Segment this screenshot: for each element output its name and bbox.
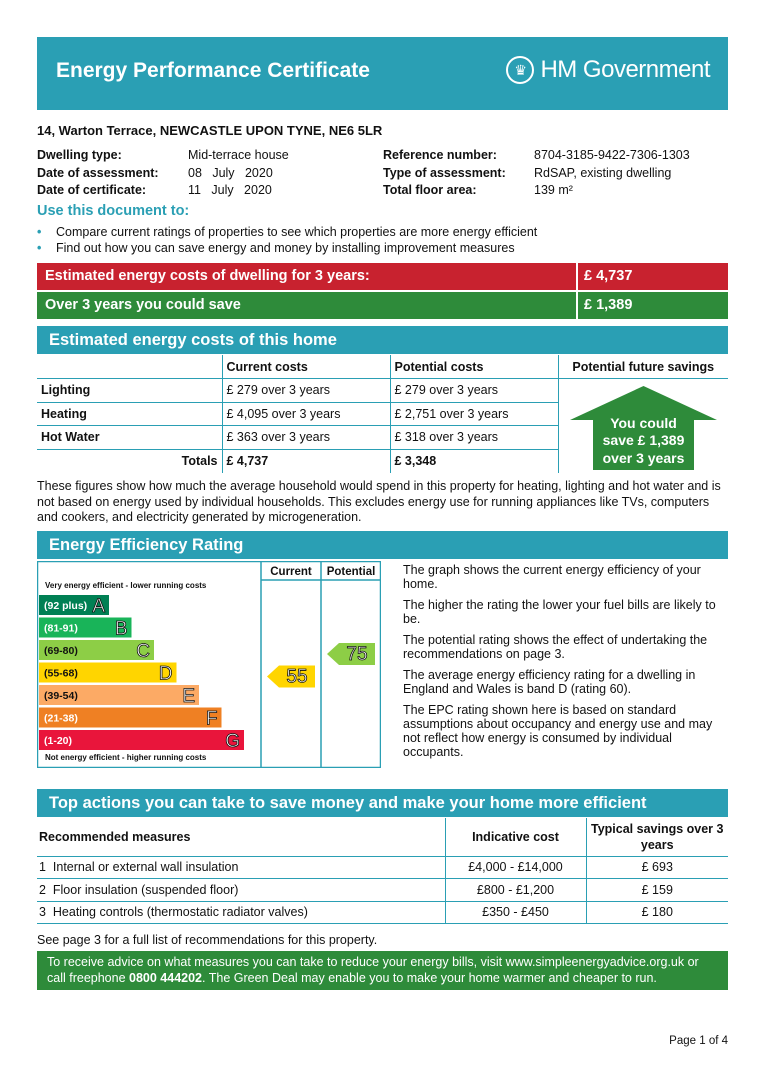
see-page-note: See page 3 for a full list of recommendations for this property. <box>37 933 378 947</box>
hm-government-text: HM Government <box>540 56 710 83</box>
total-current: £ 4,737 <box>222 449 390 473</box>
current-column-header: Current <box>270 566 312 578</box>
list-item <box>37 224 537 240</box>
table-header: Indicative cost <box>445 818 586 856</box>
info-row <box>383 182 690 200</box>
header-banner <box>37 37 728 110</box>
crown-crest-icon: ♛ <box>506 56 534 84</box>
table-header: Potential future savings <box>558 355 728 379</box>
band-range-label: (1-20) <box>44 735 73 747</box>
indicative-cost: £4,000 - £14,000 <box>445 856 586 879</box>
band-letter: A <box>92 596 105 617</box>
band-letter: F <box>205 708 218 730</box>
band-letter: D <box>158 663 173 685</box>
dwelling-info <box>37 147 289 200</box>
could-save-bar <box>37 292 728 319</box>
potential-cost: £ 279 over 3 years <box>390 379 558 403</box>
potential-cost: £ 318 over 3 years <box>390 426 558 450</box>
band-range-label: (21-38) <box>44 712 78 725</box>
info-row <box>37 147 289 165</box>
advice-text: . The Green Deal may enable you to make your home warmer and cheaper to run. <box>202 970 657 985</box>
current-cost: £ 279 over 3 years <box>222 379 390 403</box>
freephone-number: 0800 444202 <box>129 970 203 985</box>
info-row <box>383 165 690 183</box>
band-range-label: (39-54) <box>44 690 78 702</box>
info-label: Total floor area: <box>383 183 477 197</box>
total-potential: £ 3,348 <box>390 449 558 473</box>
info-value: RdSAP, existing dwelling <box>534 165 672 180</box>
typical-saving: £ 180 <box>586 901 728 924</box>
table-header-row <box>37 818 728 856</box>
band-letter: C <box>136 641 150 662</box>
actions-section-heading: Top actions you can take to save money and make your home more efficient <box>37 789 728 817</box>
measure: 3 Heating controls (thermostatic radiator valves) <box>37 901 445 924</box>
info-value: 08 July 2020 <box>188 165 273 180</box>
savings-arrow-line: save £ 1,389 <box>602 432 685 448</box>
info-label: Date of assessment: <box>37 165 159 180</box>
bullet-icon: • <box>37 225 42 239</box>
info-value: 139 m² <box>534 183 573 197</box>
potential-column-header: Potential <box>326 566 376 578</box>
table-row <box>37 901 728 924</box>
info-value: 8704-3185-9422-7306-1303 <box>534 148 690 162</box>
current-cost: £ 4,095 over 3 years <box>222 402 390 426</box>
eer-paragraph: The average energy efficiency rating for a dwelling in England and Wales is band D (rating 60). <box>403 668 696 696</box>
top-efficiency-label: Very energy efficient - lower running costs <box>45 581 207 590</box>
table-row <box>37 856 728 879</box>
info-label: Type of assessment: <box>383 165 506 180</box>
potential-rating-value: 75 <box>346 644 368 665</box>
page-title: Energy Performance Certificate <box>56 59 370 82</box>
eer-paragraph: The potential rating shows the effect of undertaking the recommendations on page 3. <box>403 633 708 661</box>
property-address: 14, Warton Terrace, NEWCASTLE UPON TYNE, NE6 5LR <box>37 123 383 138</box>
could-save-label: Over 3 years you could save <box>37 292 578 319</box>
typical-saving: £ 693 <box>586 856 728 879</box>
table-header: Typical savings over 3 years <box>586 818 728 856</box>
band-letter: E <box>182 686 195 707</box>
measure: 1 Internal or external wall insulation <box>37 856 445 879</box>
table-header: Recommended measures <box>37 818 445 856</box>
recommended-measures-table <box>37 818 728 924</box>
use-document-heading: Use this document to: <box>37 203 190 219</box>
bullet-icon: • <box>37 241 42 255</box>
energy-efficiency-chart <box>37 561 381 768</box>
band-range-label: (81-91) <box>44 622 78 635</box>
info-label: Dwelling type: <box>37 148 122 162</box>
bottom-efficiency-label: Not energy efficient - higher running costs <box>45 753 207 762</box>
could-save-value: £ 1,389 <box>584 297 633 313</box>
table-header-row <box>37 355 728 379</box>
cost-item: Lighting <box>37 379 222 403</box>
info-row <box>37 165 289 183</box>
eer-description <box>403 563 731 766</box>
info-label: Date of certificate: <box>37 183 147 197</box>
band-range-label: (55-68) <box>44 667 78 680</box>
savings-arrow <box>570 386 717 470</box>
estimated-costs-value: £ 4,737 <box>584 268 633 284</box>
use-document-list <box>37 224 537 256</box>
table-row <box>37 879 728 902</box>
table-header <box>37 355 222 379</box>
info-label: Reference number: <box>383 148 497 162</box>
list-item <box>37 240 537 256</box>
eer-paragraph: The graph shows the current energy efficiency of your home. <box>403 563 701 591</box>
current-cost: £ 363 over 3 years <box>222 426 390 450</box>
reference-info <box>383 147 690 200</box>
band-range-label: (69-80) <box>44 645 78 657</box>
hm-government-logo <box>506 56 710 84</box>
table-header: Current costs <box>222 355 390 379</box>
indicative-cost: £350 - £450 <box>445 901 586 924</box>
list-item-text: Compare current ratings of properties to see which properties are more energy efficient <box>56 225 538 239</box>
advice-box <box>37 951 728 990</box>
list-item-text: Find out how you can save energy and money by installing improvement measures <box>56 241 515 255</box>
eer-paragraph: The higher the rating the lower your fuel bills are likely to be. <box>403 598 716 626</box>
estimated-costs-bar <box>37 263 728 290</box>
advice-text: To receive advice on what measures you can take to reduce your energy bills, visit www.simpleenergyadvice.org.uk or call freephone <box>47 955 699 985</box>
savings-arrow-line: You could <box>610 415 677 431</box>
cost-item: Heating <box>37 402 222 426</box>
costs-section-heading: Estimated energy costs of this home <box>37 326 728 354</box>
info-row <box>37 182 289 200</box>
measure: 2 Floor insulation (suspended floor) <box>37 879 445 902</box>
band-letter: B <box>114 618 128 640</box>
typical-saving: £ 159 <box>586 879 728 902</box>
indicative-cost: £800 - £1,200 <box>445 879 586 902</box>
savings-arrow-line: over 3 years <box>602 450 685 466</box>
table-header: Potential costs <box>390 355 558 379</box>
band-letter: G <box>225 731 240 752</box>
info-value: Mid-terrace house <box>188 148 289 162</box>
costs-note: These figures show how much the average household would spend in this property for heating, lighting and hot water and is not based on energy used by individual households. This excludes energy use for running appliances like TVs, computers and cookers, and electricity generated by microgeneration. <box>37 479 721 524</box>
potential-cost: £ 2,751 over 3 years <box>390 402 558 426</box>
page-number: Page 1 of 4 <box>669 1035 728 1047</box>
totals-label: Totals <box>181 454 218 468</box>
eer-paragraph: The EPC rating shown here is based on standard assumptions about occupancy and energy use and may not reflect how energy is consumed by individual occupants. <box>403 703 713 759</box>
current-rating-value: 55 <box>286 666 308 688</box>
info-value: 11 July 2020 <box>188 183 272 197</box>
cost-item: Hot Water <box>37 426 222 450</box>
info-row <box>383 147 690 165</box>
band-range-label: (92 plus) <box>44 600 88 612</box>
eer-section-heading: Energy Efficiency Rating <box>37 531 728 559</box>
estimated-costs-label: Estimated energy costs of dwelling for 3 years: <box>37 263 578 290</box>
